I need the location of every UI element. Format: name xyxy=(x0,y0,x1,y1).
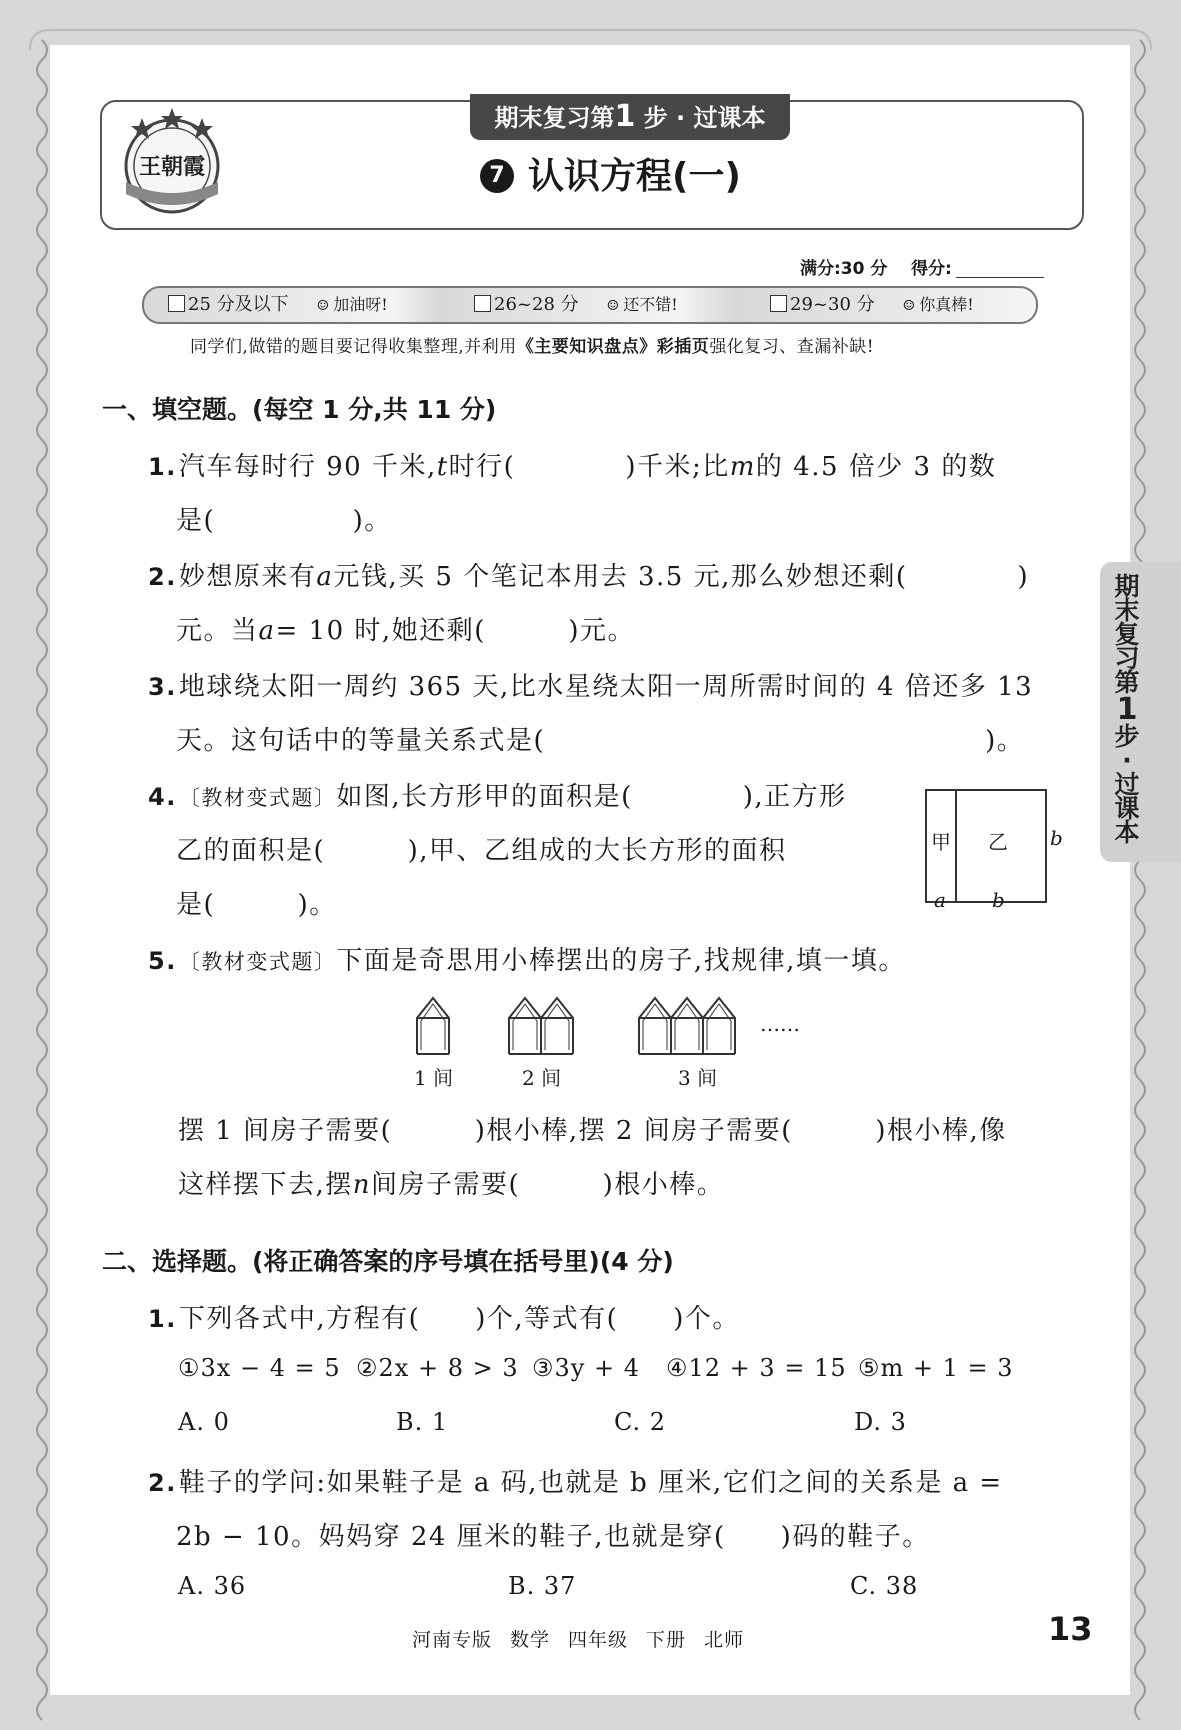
footer-grade: 四年级 xyxy=(568,1629,629,1651)
s2-q1-line1: 1.下列各式中,方程有( )个,等式有( )个。 xyxy=(148,1304,740,1334)
score-line xyxy=(800,254,1044,279)
score-blank[interactable] xyxy=(956,259,1044,278)
legend-item-high: 29~30 分 ☺ 你真棒! xyxy=(770,288,974,322)
q5-line2: 摆 1 间房子需要( )根小棒,摆 2 间房子需要( )根小棒,像 xyxy=(178,1116,1007,1146)
s2-q1-option-c[interactable]: C. 2 xyxy=(614,1408,667,1436)
caption-1-house: 1 间 xyxy=(414,1066,454,1090)
smile-icon: ☺ xyxy=(316,298,330,314)
rectangle-figure xyxy=(922,786,1082,936)
house-1 xyxy=(417,998,449,1054)
s2-q2-line1: 2.鞋子的学问:如果鞋子是 a 码,也就是 b 厘米,它们之间的关系是 a = xyxy=(148,1468,1003,1498)
page-number: 13 xyxy=(1048,1610,1093,1648)
s2-q2-line2: 2b − 10。妈妈穿 24 厘米的鞋子,也就是穿( )码的鞋子。 xyxy=(176,1522,930,1552)
footer-subject: 数学 xyxy=(510,1629,551,1651)
step-tab xyxy=(470,94,790,140)
textbook-variant-tag: 〔教材变式题〕 xyxy=(178,786,337,810)
tab-step-number: 1 xyxy=(614,99,636,134)
section1-title: 一、填空题。(每空 1 分,共 11 分) xyxy=(102,395,497,424)
lesson-number-badge: 7 xyxy=(480,159,514,193)
q4-line3: 是( )。 xyxy=(176,890,337,920)
legend-checkbox[interactable] xyxy=(770,295,787,312)
q4-line1: 4.〔教材变式题〕如图,长方形甲的面积是( ),正方形 xyxy=(148,782,847,812)
figure-label-yi: 乙 xyxy=(988,830,1008,854)
tab-prefix: 期末复习第 xyxy=(494,104,615,132)
q5-line1: 5.〔教材变式题〕下面是奇思用小棒摆出的房子,找规律,填一填。 xyxy=(148,946,906,976)
q3-line2: 天。这句话中的等量关系式是( )。 xyxy=(176,726,1025,756)
figure-label-b-right: b xyxy=(1050,826,1063,850)
footer-edition: 河南专版 xyxy=(412,1629,493,1651)
q1-line2: 是( )。 xyxy=(176,506,392,536)
expr-4: ④12 + 3 = 15 xyxy=(666,1354,847,1382)
svg-text:王朝霞: 王朝霞 xyxy=(138,154,206,180)
legend-item-low: 25 分及以下 ☺ 加油呀! xyxy=(168,288,388,322)
expr-5: ⑤m + 1 = 3 xyxy=(858,1354,1014,1382)
s2-q1-option-b[interactable]: B. 1 xyxy=(396,1408,449,1436)
q1-line1: 1.汽车每时行 90 千米,t时行( )千米;比m的 4.5 倍少 3 的数 xyxy=(148,452,997,482)
section2-title: 二、选择题。(将正确答案的序号填在括号里)(4 分) xyxy=(102,1247,674,1276)
expr-2: ②2x + 8 > 3 xyxy=(356,1354,519,1382)
houses-ellipsis: …… xyxy=(760,1012,800,1036)
q2-line2: 元。当a= 10 时,她还剩( )元。 xyxy=(176,616,635,646)
smile-icon: ☺ xyxy=(606,298,620,314)
s2-q2-option-a[interactable]: A. 36 xyxy=(178,1572,247,1600)
legend-item-mid: 26~28 分 ☺ 还不错! xyxy=(474,288,678,322)
footer-volume: 下册 xyxy=(646,1629,687,1651)
lesson-title-text: 认识方程(一) xyxy=(528,156,741,197)
smile-icon: ☺ xyxy=(902,298,916,314)
full-score-label: 满分:30 分 xyxy=(800,259,888,279)
houses-2 xyxy=(509,998,573,1054)
legend-checkbox[interactable] xyxy=(474,295,491,312)
s2-q2-option-b[interactable]: B. 37 xyxy=(508,1572,577,1600)
caption-2-houses: 2 间 xyxy=(522,1066,562,1090)
study-tip: 同学们,做错的题目要记得收集整理,并利用《主要知识盘点》彩插页强化复习、查漏补缺! xyxy=(190,337,875,357)
score-legend xyxy=(142,286,1038,324)
expr-1: ①3x − 4 = 5 xyxy=(178,1354,341,1382)
side-step-tab-text: 期 末 复 习 第 1 步 · 过 课 本 xyxy=(1114,572,1140,847)
tab-suffix: 步 · 过课本 xyxy=(643,104,766,132)
houses-3 xyxy=(639,998,735,1054)
caption-3-houses: 3 间 xyxy=(678,1066,718,1090)
footer xyxy=(412,1625,762,1652)
lesson-title xyxy=(480,152,741,202)
legend-checkbox[interactable] xyxy=(168,295,185,312)
s2-q1-option-d[interactable]: D. 3 xyxy=(854,1408,907,1436)
score-label: 得分: xyxy=(911,259,952,279)
q5-line3: 这样摆下去,摆n间房子需要( )根小棒。 xyxy=(178,1170,725,1200)
publisher-logo-icon xyxy=(112,104,232,222)
q3-line1: 3.地球绕太阳一周约 365 天,比水星绕太阳一周所需时间的 4 倍还多 13 xyxy=(148,672,1034,702)
q4-line2: 乙的面积是( ),甲、乙组成的大长方形的面积 xyxy=(176,836,787,866)
s2-q2-option-c[interactable]: C. 38 xyxy=(850,1572,919,1600)
footer-publisher: 北师 xyxy=(704,1629,745,1651)
textbook-variant-tag: 〔教材变式题〕 xyxy=(178,950,337,974)
expr-3: ③3y + 4 xyxy=(532,1354,640,1382)
figure-label-b-bottom: b xyxy=(992,888,1005,912)
q2-line1: 2.妙想原来有a元钱,买 5 个笔记本用去 3.5 元,那么妙想还剩( ) xyxy=(148,562,1030,592)
figure-label-a: a xyxy=(934,888,946,912)
s2-q1-option-a[interactable]: A. 0 xyxy=(178,1408,230,1436)
figure-label-jia: 甲 xyxy=(931,830,951,854)
